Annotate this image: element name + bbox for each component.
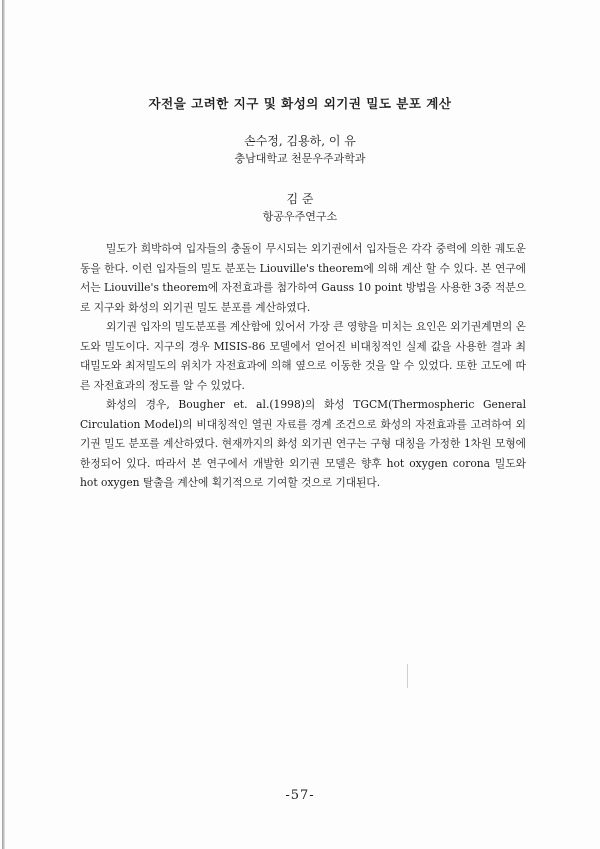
author-list: 손수정, 김용하, 이 유 xyxy=(244,134,356,148)
abstract-paragraph-3: 화성의 경우, Bougher et. al.(1998)의 화성 TGCM(Thermospheric General Circulation Model)의 비대칭적인 열권 자료를 경계 조건으로 화성의 자전효과를 고려하여 외기권 밀도 분포를 계산하였다. 현재까지의 화성 외기권 연구는 구형 대칭을 가정한 1차원 모형에 한정되어 있다. 따라서 본 연구에서 개발한 외기권 모델은 향후 hot oxygen corona 밀도와 hot oxygen 탈출을 계산에 획기적으로 기여할 것으로 기대된다. xyxy=(80,398,526,489)
second-affiliation: 항공우주연구소 xyxy=(262,210,338,223)
abstract-body xyxy=(80,239,526,493)
paper-title: 자전을 고려한 지구 및 화성의 외기권 밀도 분포 계산 xyxy=(148,96,452,111)
page-edge-shadow xyxy=(2,0,5,849)
scan-mark xyxy=(407,664,408,688)
abstract-paragraph-1: 밀도가 희박하여 입자들의 충돌이 무시되는 외기권에서 입자들은 각각 중력에 의한 궤도운동을 한다. 이런 입자들의 밀도 분포는 Liouville's theorem에 의해 계산 할 수 있다. 본 연구에서는 Liouville's theorem에 자전효과를 첨가하여 Gauss 10 point 방법을 사용한 3중 적분으로 지구와 화성의 외기권 밀도 분포를 계산하였다. xyxy=(80,242,526,314)
abstract-paragraph-2: 외기권 입자의 밀도분포를 계산함에 있어서 가장 큰 영향을 미치는 요인은 외기권계면의 온도와 밀도이다. 지구의 경우 MISIS-86 모델에서 얻어진 비대칭적인 실제 값을 사용한 결과 최대밀도와 최저밀도의 위치가 자전효과에 의해 옆으로 이동한 것을 알 수 있었다. 또한 고도에 따른 자전효과의 정도를 알 수 있었다. xyxy=(80,320,526,392)
author-affiliation: 충남대학교 천문우주과학과 xyxy=(234,152,366,165)
second-author: 김 준 xyxy=(286,192,314,206)
page-number: -57- xyxy=(285,788,315,803)
